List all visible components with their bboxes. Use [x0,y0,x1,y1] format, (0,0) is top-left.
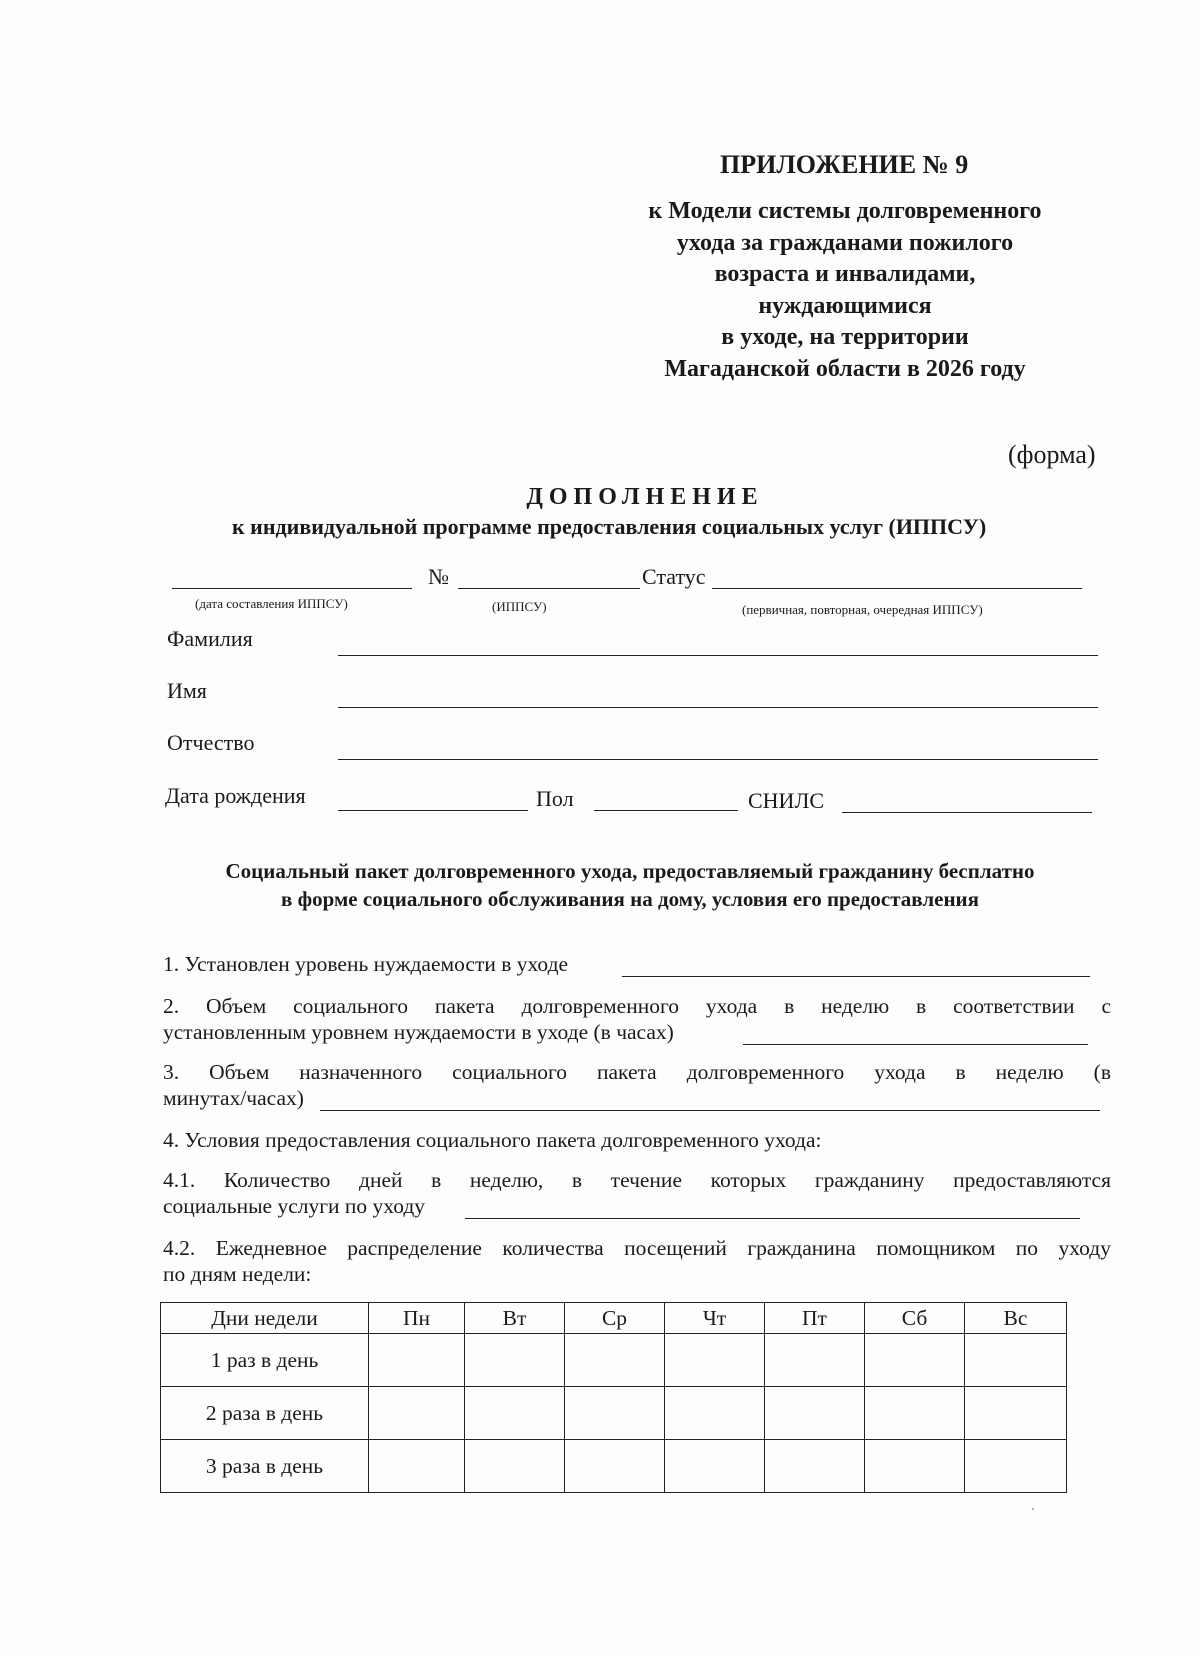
ippsu-status-field[interactable] [712,588,1082,589]
table-cell[interactable] [665,1387,765,1440]
item-3-text-line-1: 3. Объем назначенного социального пакета долговременного ухода в неделю (в [163,1060,1111,1084]
row-label: 3 раза в день [161,1440,369,1493]
appendix-line: в уходе, на территории [721,324,969,350]
table-cell[interactable] [369,1387,465,1440]
surname-label: Фамилия [167,626,253,651]
table-header-day: Пн [369,1303,465,1334]
row-label: 1 раз в день [161,1334,369,1387]
item-4-2-text-line-1: 4.2. Ежедневное распределение количества посещений гражданина помощником по уходу [163,1236,1111,1260]
table-cell[interactable] [665,1334,765,1387]
table-cell[interactable] [465,1440,565,1493]
table-cell[interactable] [965,1387,1067,1440]
table-cell[interactable] [665,1440,765,1493]
patronymic-field[interactable] [338,759,1098,760]
appendix-line: нуждающимися [758,292,932,319]
weekly-package-hours-field[interactable] [743,1044,1088,1045]
document-subtitle: к индивидуальной программе предоставления социальных услуг (ИППСУ) [232,514,987,539]
care-level-field[interactable] [622,976,1090,977]
table-header-row [161,1303,1067,1334]
ippsu-date-caption: (дата составления ИППСУ) [195,596,348,611]
appendix-line: ухода за гражданами пожилого [676,229,1014,256]
table-header-days: Дни недели [161,1303,369,1334]
sex-field[interactable] [594,810,738,811]
table-cell[interactable] [465,1387,565,1440]
table-cell[interactable] [565,1440,665,1493]
sex-label: Пол [536,786,574,811]
snils-field[interactable] [842,812,1092,813]
ippsu-number-field[interactable] [458,588,640,589]
ippsu-number-caption: (ИППСУ) [492,599,547,614]
table-cell[interactable] [765,1387,865,1440]
ippsu-number-label: № [428,564,449,589]
table-header-day: Вт [465,1303,565,1334]
table-cell[interactable] [765,1440,865,1493]
item-4-2-text-line-2: по дням недели: [163,1262,312,1286]
table-row [161,1387,1067,1440]
service-days-field[interactable] [465,1218,1080,1219]
table-cell[interactable] [369,1334,465,1387]
table-cell[interactable] [369,1440,465,1493]
ippsu-status-caption: (первичная, повторная, очередная ИППСУ) [742,602,983,617]
table-header-day: Ср [565,1303,665,1334]
table-cell[interactable] [865,1440,965,1493]
assigned-package-volume-field[interactable] [320,1110,1100,1111]
birthdate-field[interactable] [338,810,528,811]
ippsu-status-label: Статус [642,564,706,589]
section-heading-line: Социальный пакет долговременного ухода, предоставляемый гражданину бесплатно [225,859,1035,883]
table-header-day: Вс [965,1303,1067,1334]
name-label: Имя [167,678,207,703]
item-4-1-text-line-2: социальные услуги по уходу [163,1194,426,1218]
table-cell[interactable] [465,1334,565,1387]
table-cell[interactable] [565,1334,665,1387]
item-2-text-line-1: 2. Объем социального пакета долговременного ухода в неделю в соответствии с [163,994,1111,1018]
item-2-text-line-2: установленным уровнем нуждаемости в уходе (в часах) [163,1020,674,1044]
surname-field[interactable] [338,655,1098,656]
appendix-line: к Модели системы долговременного [648,198,1042,224]
table-cell[interactable] [765,1334,865,1387]
snils-label: СНИЛС [748,788,825,813]
table-header-day: Пт [765,1303,865,1334]
patronymic-label: Отчество [167,730,255,755]
form-mark: (форма) [1008,440,1096,469]
document-title: ДОПОЛНЕНИЕ [526,484,764,510]
ippsu-date-field[interactable] [172,588,412,589]
name-field[interactable] [338,707,1098,708]
section-heading [150,857,1110,913]
row-label: 2 раза в день [161,1387,369,1440]
table-row [161,1334,1067,1387]
appendix-line: Магаданской области в 2026 году [664,355,1026,382]
scan-speck [1032,1508,1034,1510]
item-4-text: 4. Условия предоставления социального пакета долговременного ухода: [163,1128,822,1152]
table-cell[interactable] [865,1334,965,1387]
table-cell[interactable] [565,1387,665,1440]
appendix-line: возраста и инвалидами, [714,261,976,287]
appendix-description [610,196,1080,385]
item-1-text: 1. Установлен уровень нуждаемости в уходе [163,952,569,976]
visits-distribution-table [160,1302,1067,1493]
table-cell[interactable] [965,1440,1067,1493]
item-4-1-text-line-1: 4.1. Количество дней в неделю, в течение которых гражданину предоставляются [163,1168,1111,1192]
section-heading-line: в форме социального обслуживания на дому, условия его предоставления [280,887,980,911]
appendix-title: ПРИЛОЖЕНИЕ № 9 [720,150,969,179]
table-row [161,1440,1067,1493]
table-cell[interactable] [865,1387,965,1440]
birthdate-label: Дата рождения [165,783,306,808]
table-header-day: Сб [865,1303,965,1334]
table-cell[interactable] [965,1334,1067,1387]
table-header-day: Чт [665,1303,765,1334]
item-3-text-line-2: минутах/часах) [163,1086,304,1110]
